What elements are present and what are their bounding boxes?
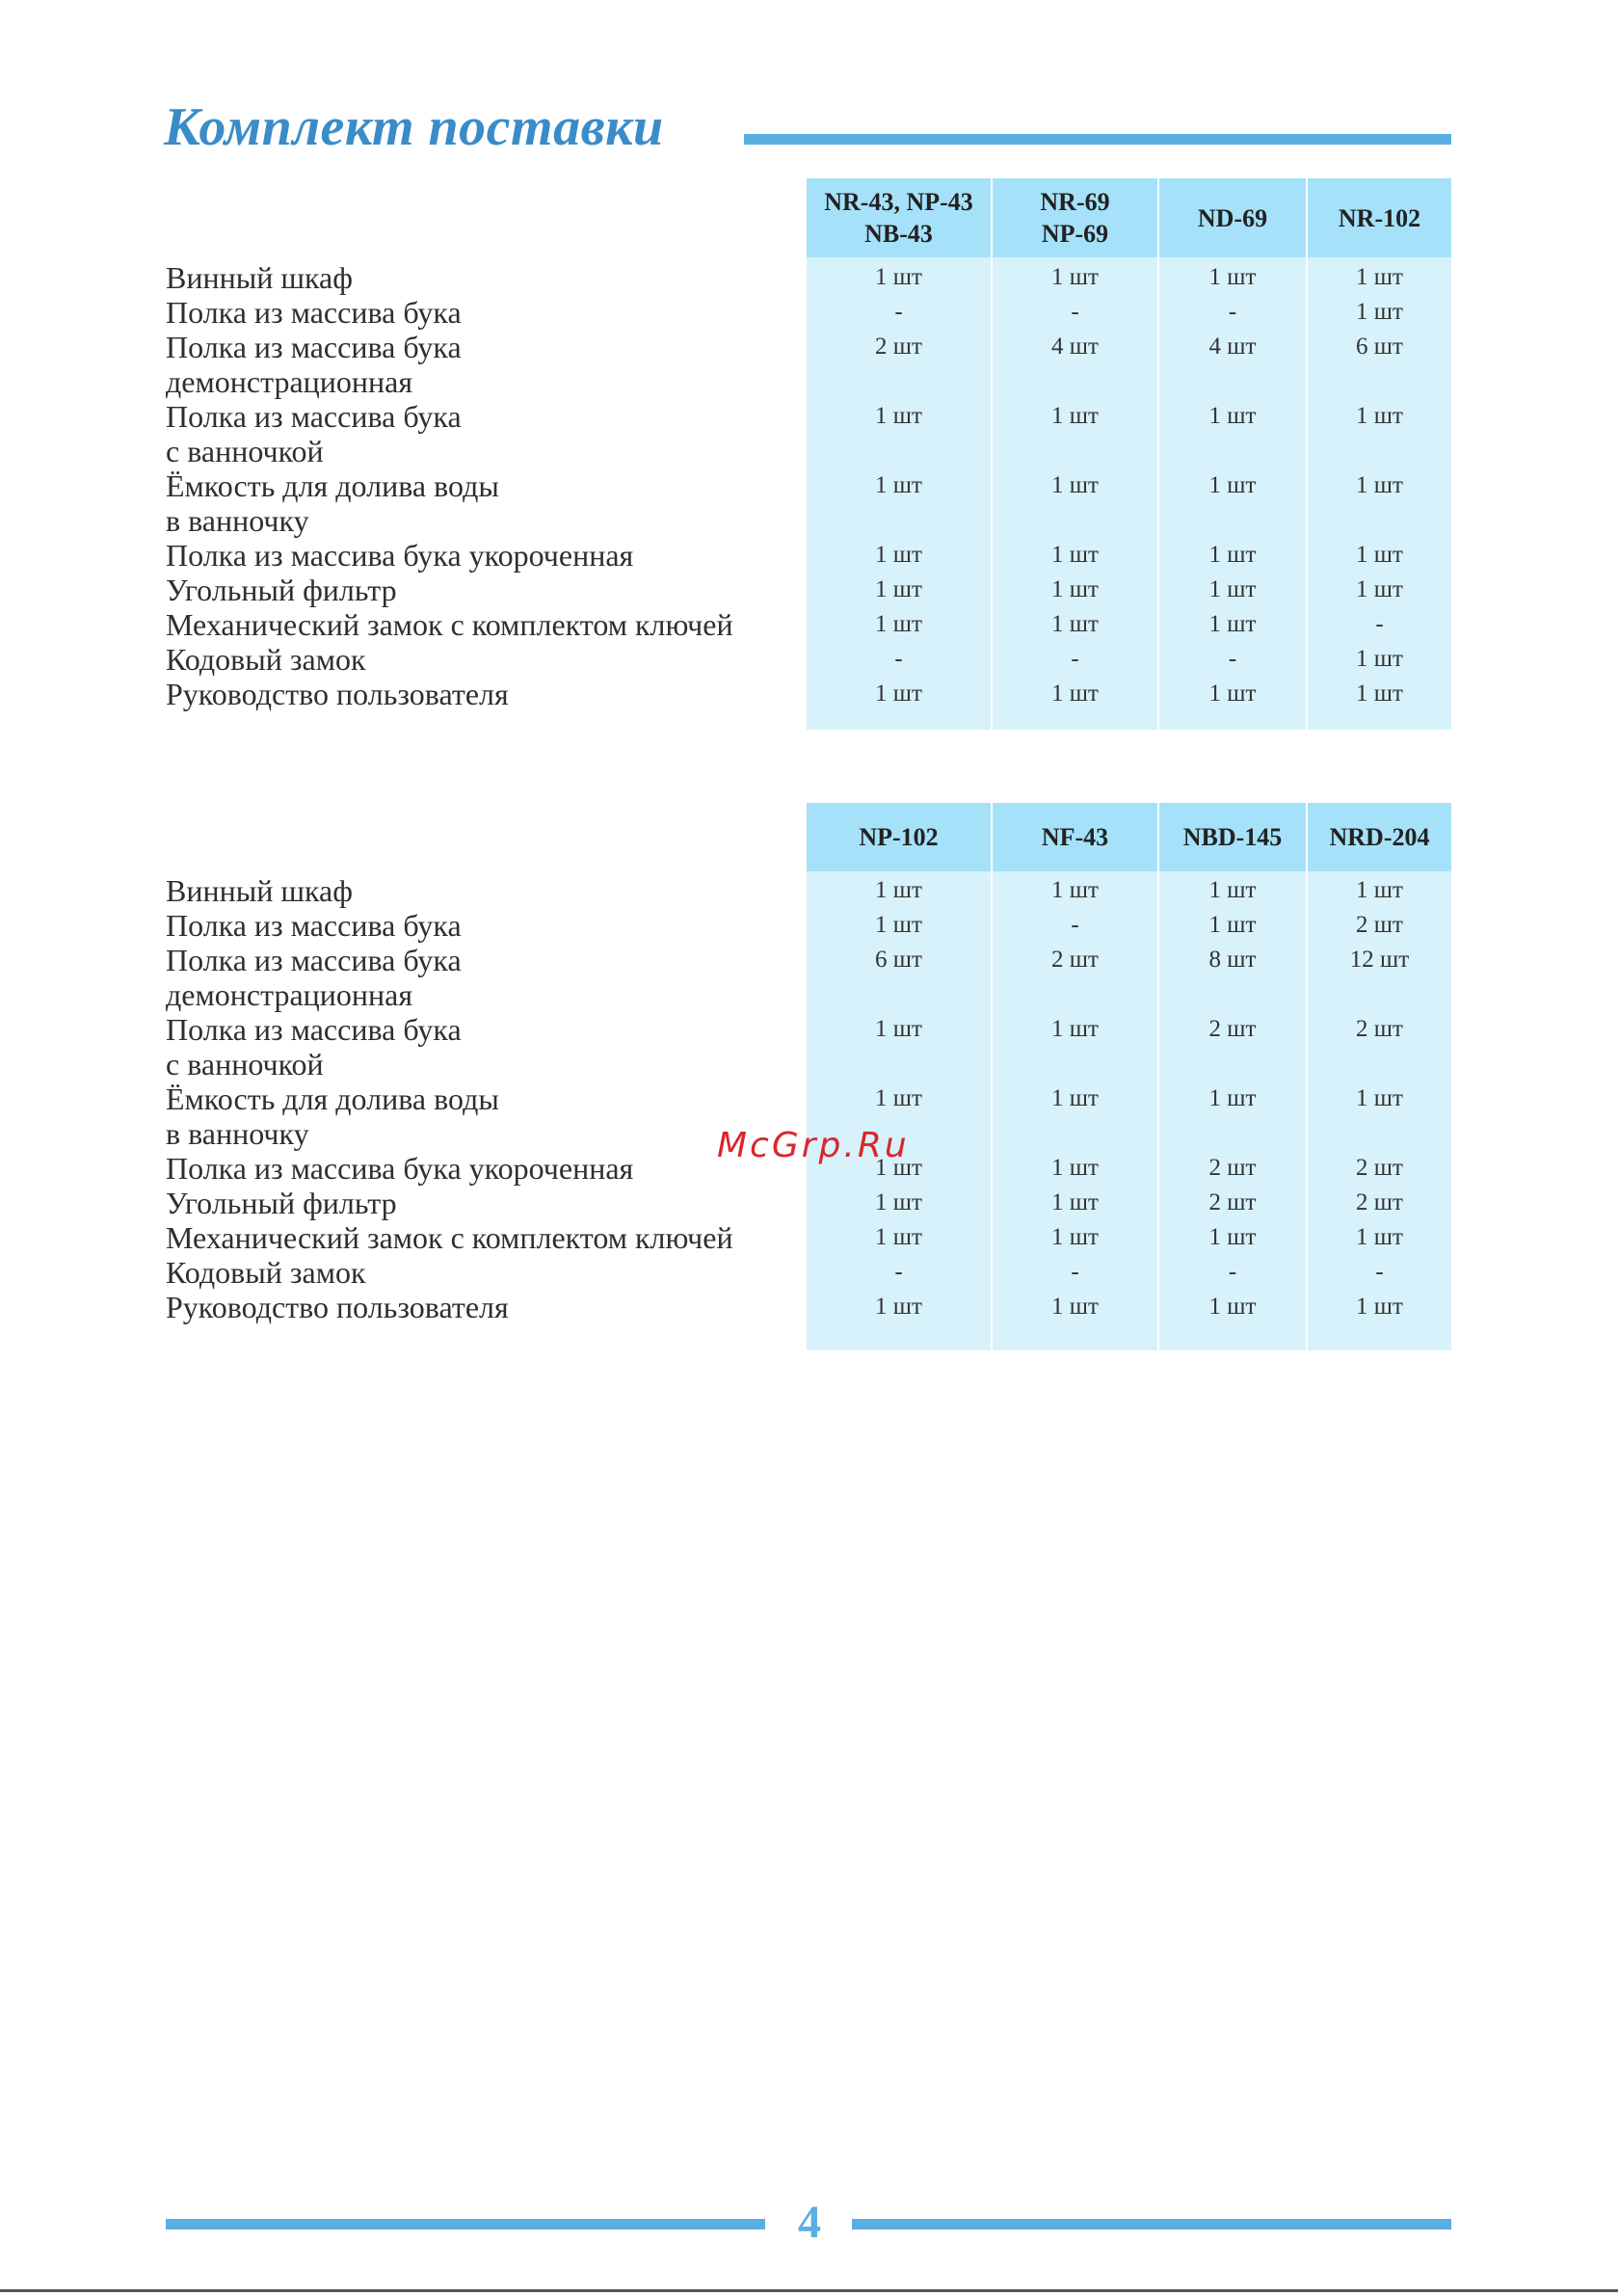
table-column	[1308, 803, 1451, 1350]
row-label: Полка из массива бука	[166, 908, 462, 943]
table-column	[1308, 178, 1451, 730]
table-cell: 1 шт	[1051, 1294, 1099, 1320]
table-cell: 4 шт	[1051, 334, 1099, 360]
column-header: NR-102	[1308, 178, 1451, 257]
page-number: 4	[798, 2197, 821, 2248]
table-cell: 2 шт	[1356, 1155, 1403, 1181]
table-column	[1159, 803, 1306, 1350]
table-cell: 6 шт	[875, 947, 922, 973]
table-cell: 1 шт	[1208, 611, 1257, 637]
table-cell: 1 шт	[1208, 403, 1257, 429]
table-cell: 1 шт	[1356, 681, 1403, 707]
table-cell: -	[894, 646, 903, 672]
table-cell: 1 шт	[1208, 264, 1257, 290]
table-cell: -	[1375, 1259, 1384, 1285]
row-label: Винный шкаф	[166, 260, 353, 295]
table-cell: 4 шт	[1208, 334, 1257, 360]
table-column	[807, 178, 991, 730]
column-header: NBD-145	[1159, 803, 1306, 871]
row-label: Руководство пользователя	[166, 1290, 509, 1324]
row-label: Руководство пользователя	[166, 677, 509, 711]
table-cell: 1 шт	[875, 912, 922, 938]
table-cell: -	[1228, 299, 1237, 325]
table-cell: 6 шт	[1356, 334, 1403, 360]
table-cell: 1 шт	[1208, 681, 1257, 707]
table-cell: 1 шт	[875, 1155, 922, 1181]
row-label: Полка из массива бука демонстрационная	[166, 330, 462, 399]
footer-bar-right	[852, 2219, 1451, 2229]
page-title: Комплект поставки	[164, 97, 664, 157]
table-cell: -	[1228, 1259, 1237, 1285]
title-accent-bar	[744, 134, 1451, 145]
table-column	[993, 178, 1157, 730]
table-cell: 1 шт	[875, 1085, 922, 1111]
table-cell: 1 шт	[1208, 877, 1257, 903]
row-label: Полка из массива бука укороченная	[166, 538, 634, 573]
row-label: Винный шкаф	[166, 873, 353, 908]
table-cell: 1 шт	[875, 611, 922, 637]
row-label: Ёмкость для долива воды в ванночку	[166, 1081, 499, 1151]
row-label: Полка из массива бука с ванночкой	[166, 1012, 462, 1081]
table-cell: 1 шт	[875, 681, 922, 707]
table-cell: 1 шт	[1051, 542, 1099, 568]
table-cell: -	[1071, 646, 1079, 672]
table-cell: -	[1228, 646, 1237, 672]
table-cell: 1 шт	[875, 542, 922, 568]
table-cell: 1 шт	[875, 264, 922, 290]
table-cell: 2 шт	[1051, 947, 1099, 973]
row-label: Механический замок с комплектом ключей	[166, 607, 733, 642]
table-cell: 1 шт	[1051, 403, 1099, 429]
table-column	[807, 803, 991, 1350]
table-cell: 1 шт	[1208, 1224, 1257, 1250]
table-cell: -	[894, 299, 903, 325]
table-cell: 1 шт	[1051, 1085, 1099, 1111]
table-cell: 1 шт	[1356, 1224, 1403, 1250]
table-cell: 1 шт	[1356, 542, 1403, 568]
table-cell: 1 шт	[875, 1224, 922, 1250]
table-cell: 2 шт	[1356, 1016, 1403, 1042]
row-label: Угольный фильтр	[166, 573, 397, 607]
table-cell: 1 шт	[875, 877, 922, 903]
footer-bar-left	[166, 2219, 765, 2229]
table-cell: 1 шт	[1356, 299, 1403, 325]
table-cell: 1 шт	[1051, 1016, 1099, 1042]
table-cell: -	[1071, 299, 1079, 325]
table-cell: 1 шт	[1208, 912, 1257, 938]
table-cell: 1 шт	[1051, 877, 1099, 903]
table-cell: 12 шт	[1349, 947, 1410, 973]
table-column	[993, 803, 1157, 1350]
table-cell: 1 шт	[1051, 1189, 1099, 1215]
table-cell: 1 шт	[1208, 1294, 1257, 1320]
table-cell: 1 шт	[1051, 611, 1099, 637]
column-header: NR-69 NP-69	[993, 178, 1157, 257]
table-cell: 2 шт	[875, 334, 922, 360]
row-label: Угольный фильтр	[166, 1186, 397, 1220]
row-label: Полка из массива бука	[166, 295, 462, 330]
table-cell: 1 шт	[1051, 576, 1099, 602]
table-cell: 1 шт	[1356, 472, 1403, 498]
table-cell: -	[1071, 1259, 1079, 1285]
table-cell: 1 шт	[1051, 1224, 1099, 1250]
table-cell: 1 шт	[875, 576, 922, 602]
row-labels	[166, 873, 733, 1324]
table-cell: 2 шт	[1208, 1155, 1257, 1181]
table-cell: 1 шт	[1208, 542, 1257, 568]
table-cell: 1 шт	[1356, 576, 1403, 602]
row-label: Кодовый замок	[166, 642, 366, 677]
table-cell: 1 шт	[875, 1016, 922, 1042]
column-header: NR-43, NP-43 NB-43	[807, 178, 991, 257]
table-cell: 1 шт	[1356, 1294, 1403, 1320]
table-cell: 1 шт	[1051, 264, 1099, 290]
table-cell: 1 шт	[1208, 1085, 1257, 1111]
table-cell: 1 шт	[1356, 403, 1403, 429]
table-cell: 8 шт	[1208, 947, 1257, 973]
table-cell: 2 шт	[1356, 1189, 1403, 1215]
page-edge-line	[0, 2289, 1618, 2292]
table-cell: 1 шт	[1051, 681, 1099, 707]
table-cell: 1 шт	[1051, 472, 1099, 498]
table-cell: 1 шт	[1208, 472, 1257, 498]
row-label: Механический замок с комплектом ключей	[166, 1220, 733, 1255]
table-cell: -	[894, 1259, 903, 1285]
table-cell: 1 шт	[1356, 877, 1403, 903]
table-cell: -	[1071, 912, 1079, 938]
watermark: McGrp.Ru	[717, 1126, 910, 1165]
table-cell: 2 шт	[1208, 1189, 1257, 1215]
column-header: ND-69	[1159, 178, 1306, 257]
row-labels	[166, 260, 733, 711]
column-header: NP-102	[807, 803, 991, 871]
table-cell: 1 шт	[875, 1189, 922, 1215]
row-label: Полка из массива бука демонстрационная	[166, 943, 462, 1012]
table-column	[1159, 178, 1306, 730]
column-header: NRD-204	[1308, 803, 1451, 871]
table-cell: 2 шт	[1208, 1016, 1257, 1042]
table-cell: 2 шт	[1356, 912, 1403, 938]
table-cell: 1 шт	[1356, 646, 1403, 672]
table-cell: 1 шт	[1051, 1155, 1099, 1181]
table-cell: 1 шт	[1208, 576, 1257, 602]
row-label: Ёмкость для долива воды в ванночку	[166, 468, 499, 538]
table-cell: -	[1375, 611, 1384, 637]
row-label: Кодовый замок	[166, 1255, 366, 1290]
row-label: Полка из массива бука с ванночкой	[166, 399, 462, 468]
table-cell: 1 шт	[875, 1294, 922, 1320]
table-cell: 1 шт	[875, 472, 922, 498]
row-label: Полка из массива бука укороченная	[166, 1151, 634, 1186]
table-cell: 1 шт	[1356, 264, 1403, 290]
table-cell: 1 шт	[875, 403, 922, 429]
column-header: NF-43	[993, 803, 1157, 871]
table-cell: 1 шт	[1356, 1085, 1403, 1111]
